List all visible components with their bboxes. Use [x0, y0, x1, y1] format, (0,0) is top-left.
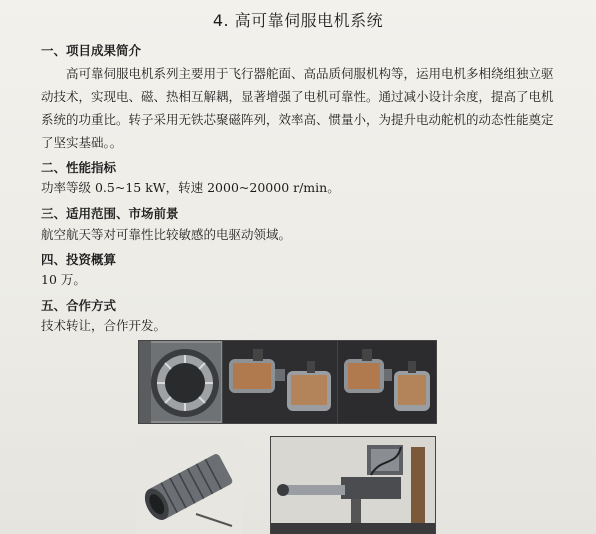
stator-core-photo	[138, 340, 224, 424]
section-4-text: 10 万。	[41, 272, 86, 287]
section-4-heading: 四、投资概算	[41, 252, 117, 267]
section-1-heading: 一、项目成果简介	[41, 43, 142, 58]
section-2-text: 功率等级 0.5~15 kW，转速 2000~20000 r/min。	[41, 180, 340, 195]
section-3-heading: 三、适用范围、市场前景	[41, 206, 179, 221]
actuator-test-rig-photo	[270, 436, 436, 534]
section-1-text: 高可靠伺服电机系列主要用于飞行器舵面、高品质伺服机构等，运用电机多相绕组独立驱动技术，实现电、磁、热相互解耦，显著增强了电机可靠性。通过减小设计余度，提高了电机系统的功重比。转子采用无铁芯聚磁阵列，效率高、惯量小，为提升电动舵机的动态性能奠定了坚实基础。。	[41, 66, 554, 150]
section-3-text: 航空航天等对可靠性比较敏感的电驱动领域。	[41, 227, 292, 242]
section-5-text: 技术转让，合作开发。	[41, 318, 167, 333]
section-5-heading: 五、合作方式	[41, 298, 117, 313]
motor-assembly-photo-1	[222, 340, 338, 424]
section-2-heading: 二、性能指标	[41, 160, 117, 175]
page-title: 4. 高可靠伺服电机系统	[212, 11, 384, 30]
motor-assembly-photo-2	[337, 340, 437, 424]
motor-housing-photo	[136, 436, 242, 534]
